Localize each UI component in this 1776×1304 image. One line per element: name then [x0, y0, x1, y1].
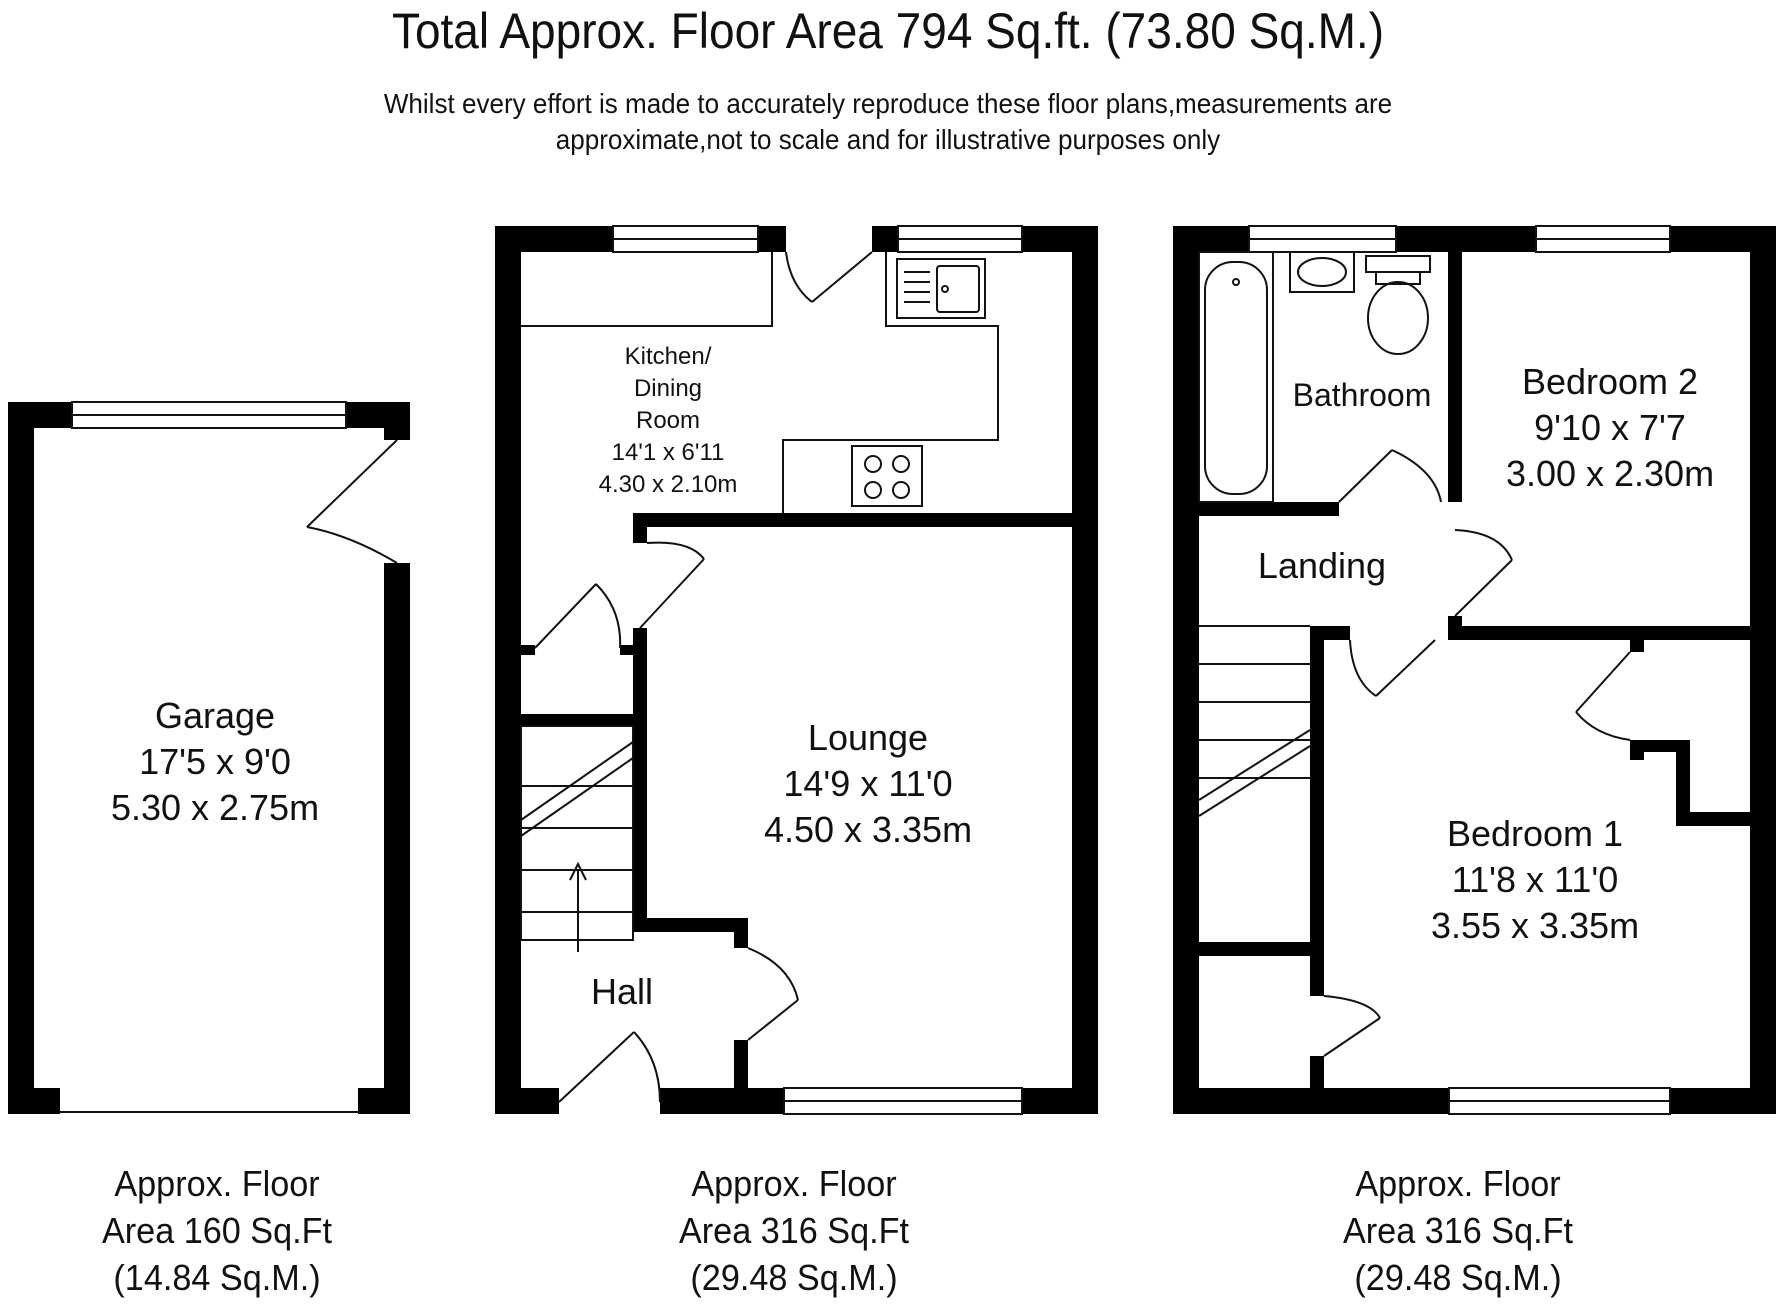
- garage-wall-bottom-left: [8, 1088, 60, 1114]
- gf-cupboard-door: [535, 584, 620, 648]
- ff-wardrobe-door: [1576, 652, 1630, 740]
- first-floor-area-line-1: Approx. Floor: [1355, 1163, 1561, 1204]
- bedroom1-label: Bedroom 1: [1446, 813, 1624, 854]
- bedroom2-label: Bedroom 2: [1521, 361, 1699, 402]
- gf-wall-cupboard-left: [521, 645, 535, 655]
- ff-wall-stair-bottom: [1199, 942, 1324, 956]
- ff-wall-stair-right: [1310, 626, 1324, 956]
- disclaimer-line-2: approximate,not to scale and for illustrative purposes only: [555, 124, 1221, 155]
- garage-wall-left: [8, 402, 34, 1114]
- gf-kitchen-sink: [897, 259, 985, 318]
- kitchen-label-1: Kitchen/: [624, 343, 712, 370]
- ff-bathroom-door: [1339, 450, 1441, 502]
- garage-metric: 5.30 x 2.75m: [110, 787, 320, 828]
- ff-bedroom2-door: [1455, 530, 1512, 616]
- ff-wall-bedroom2-left-lower: [1448, 616, 1462, 640]
- ff-wall-wardrobe-top: [1630, 640, 1644, 652]
- gf-wall-right: [1072, 226, 1098, 1114]
- bathroom-label: Bathroom: [1292, 377, 1432, 413]
- ff-wall-wardrobe-side: [1630, 740, 1644, 760]
- bedroom1-metric: 3.55 x 3.35m: [1430, 905, 1640, 946]
- ff-window-bathroom: [1249, 226, 1396, 252]
- page-title: Total Approx. Floor Area 794 Sq.ft. (73.80 Sq.M.): [391, 3, 1385, 59]
- ff-basin: [1290, 252, 1354, 292]
- garage-label: Garage: [154, 695, 276, 736]
- ff-cupboard-door: [1324, 996, 1380, 1056]
- garage-area-line-1: Approx. Floor: [114, 1163, 320, 1204]
- gf-wall-cupboard-right: [620, 645, 634, 655]
- lounge-imperial: 14'9 x 11'0: [783, 763, 953, 804]
- gf-wall-lounge-step-down: [734, 918, 748, 948]
- ff-wall-bathroom-landing: [1199, 502, 1339, 516]
- ground-floor-area: [604, 1160, 984, 1301]
- ground-floor-plan: [495, 226, 1098, 1114]
- gf-wall-top-2: [758, 226, 786, 252]
- gf-lounge-door: [640, 543, 704, 628]
- ff-window-bedroom1: [1449, 1088, 1670, 1114]
- gf-wall-lounge-left: [633, 628, 647, 930]
- bedroom2-imperial: 9'10 x 7'7: [1534, 407, 1686, 448]
- garage-wall-right-upper: [384, 402, 410, 440]
- ff-wall-bathroom-bedroom2: [1448, 252, 1462, 502]
- gf-wall-bottom-2: [660, 1088, 784, 1114]
- gf-worktop-right: [783, 252, 998, 513]
- gf-kitchen-back-door: [786, 252, 872, 302]
- hall-label: Hall: [590, 971, 654, 1012]
- gf-stair-arrow-icon: [570, 864, 586, 952]
- gf-wall-lounge-left-upper: [633, 513, 647, 543]
- ff-wall-left: [1173, 226, 1199, 1114]
- ff-staircase: [1199, 626, 1310, 816]
- garage-window: [72, 402, 346, 428]
- ground-floor-area-line-2: Area 316 Sq.Ft: [678, 1210, 910, 1251]
- gf-wall-top-3: [872, 226, 898, 252]
- gf-wall-bottom-1: [495, 1088, 559, 1114]
- gf-wall-left: [495, 226, 521, 1114]
- garage-side-door: [307, 440, 397, 563]
- lounge-label: Lounge: [807, 717, 929, 758]
- ground-floor-area-line-1: Approx. Floor: [691, 1163, 897, 1204]
- kitchen-label-3: Room: [635, 407, 701, 434]
- ff-wall-bedroom2-bottom: [1448, 626, 1750, 640]
- gf-window-kitchen-right: [898, 226, 1022, 252]
- bedroom1-imperial: 11'8 x 11'0: [1451, 859, 1619, 900]
- bedroom2-metric: 3.00 x 2.30m: [1505, 453, 1715, 494]
- first-floor-area-line-3: (29.48 Sq.M.): [1354, 1257, 1562, 1298]
- gf-kitchen-hob: [852, 446, 922, 506]
- gf-window-kitchen-left: [613, 226, 758, 252]
- garage-wall-right-lower: [384, 563, 410, 1114]
- ff-wall-bottom-1: [1173, 1088, 1449, 1114]
- garage-wall-bottom-right: [358, 1088, 410, 1114]
- ff-bedroom1-door: [1350, 640, 1435, 696]
- garage-floor-area: [27, 1160, 407, 1301]
- ff-wall-wardrobe-step: [1676, 740, 1690, 818]
- disclaimer-line-1: Whilst every effort is made to accurately reproduce these floor plans,measurements are: [383, 88, 1393, 119]
- gf-wall-bottom-3: [1022, 1088, 1098, 1114]
- ff-wall-bottom-2: [1670, 1088, 1776, 1114]
- ff-wall-top-2: [1396, 226, 1536, 252]
- gf-wall-lounge-hall: [734, 1040, 748, 1114]
- first-floor-area: [1268, 1160, 1648, 1301]
- garage-area-line-3: (14.84 Sq.M.): [113, 1257, 321, 1298]
- ff-wall-cupboard-right-lower: [1310, 1056, 1324, 1090]
- first-floor-area-line-2: Area 316 Sq.Ft: [1342, 1210, 1574, 1251]
- ff-wall-cupboard-right: [1310, 956, 1324, 996]
- garage-area-line-2: Area 160 Sq.Ft: [101, 1210, 333, 1251]
- kitchen-metric: 4.30 x 2.10m: [598, 471, 738, 498]
- ff-wall-stair-top: [1310, 626, 1350, 640]
- garage-imperial: 17'5 x 9'0: [139, 741, 291, 782]
- lounge-metric: 4.50 x 3.35m: [763, 809, 973, 850]
- ground-floor-area-line-3: (29.48 Sq.M.): [690, 1257, 898, 1298]
- ff-window-bedroom2: [1536, 226, 1670, 252]
- ff-wall-wardrobe-bottom: [1676, 812, 1750, 826]
- kitchen-label-2: Dining: [633, 375, 703, 402]
- gf-worktop-left: [521, 252, 772, 326]
- gf-wall-lounge-step: [633, 918, 746, 932]
- gf-wall-cupboard-bottom: [521, 714, 635, 726]
- gf-wall-kitchen-lounge: [633, 513, 1078, 527]
- gf-front-door: [559, 1032, 660, 1102]
- ff-wall-right: [1750, 226, 1776, 1114]
- ff-toilet: [1366, 256, 1430, 354]
- landing-label: Landing: [1257, 545, 1387, 586]
- gf-hall-lounge-door: [748, 948, 798, 1040]
- gf-window-lounge: [784, 1088, 1022, 1114]
- kitchen-imperial: 14'1 x 6'11: [611, 439, 725, 466]
- first-floor-plan: [1173, 226, 1776, 1114]
- ff-bath: [1199, 252, 1273, 502]
